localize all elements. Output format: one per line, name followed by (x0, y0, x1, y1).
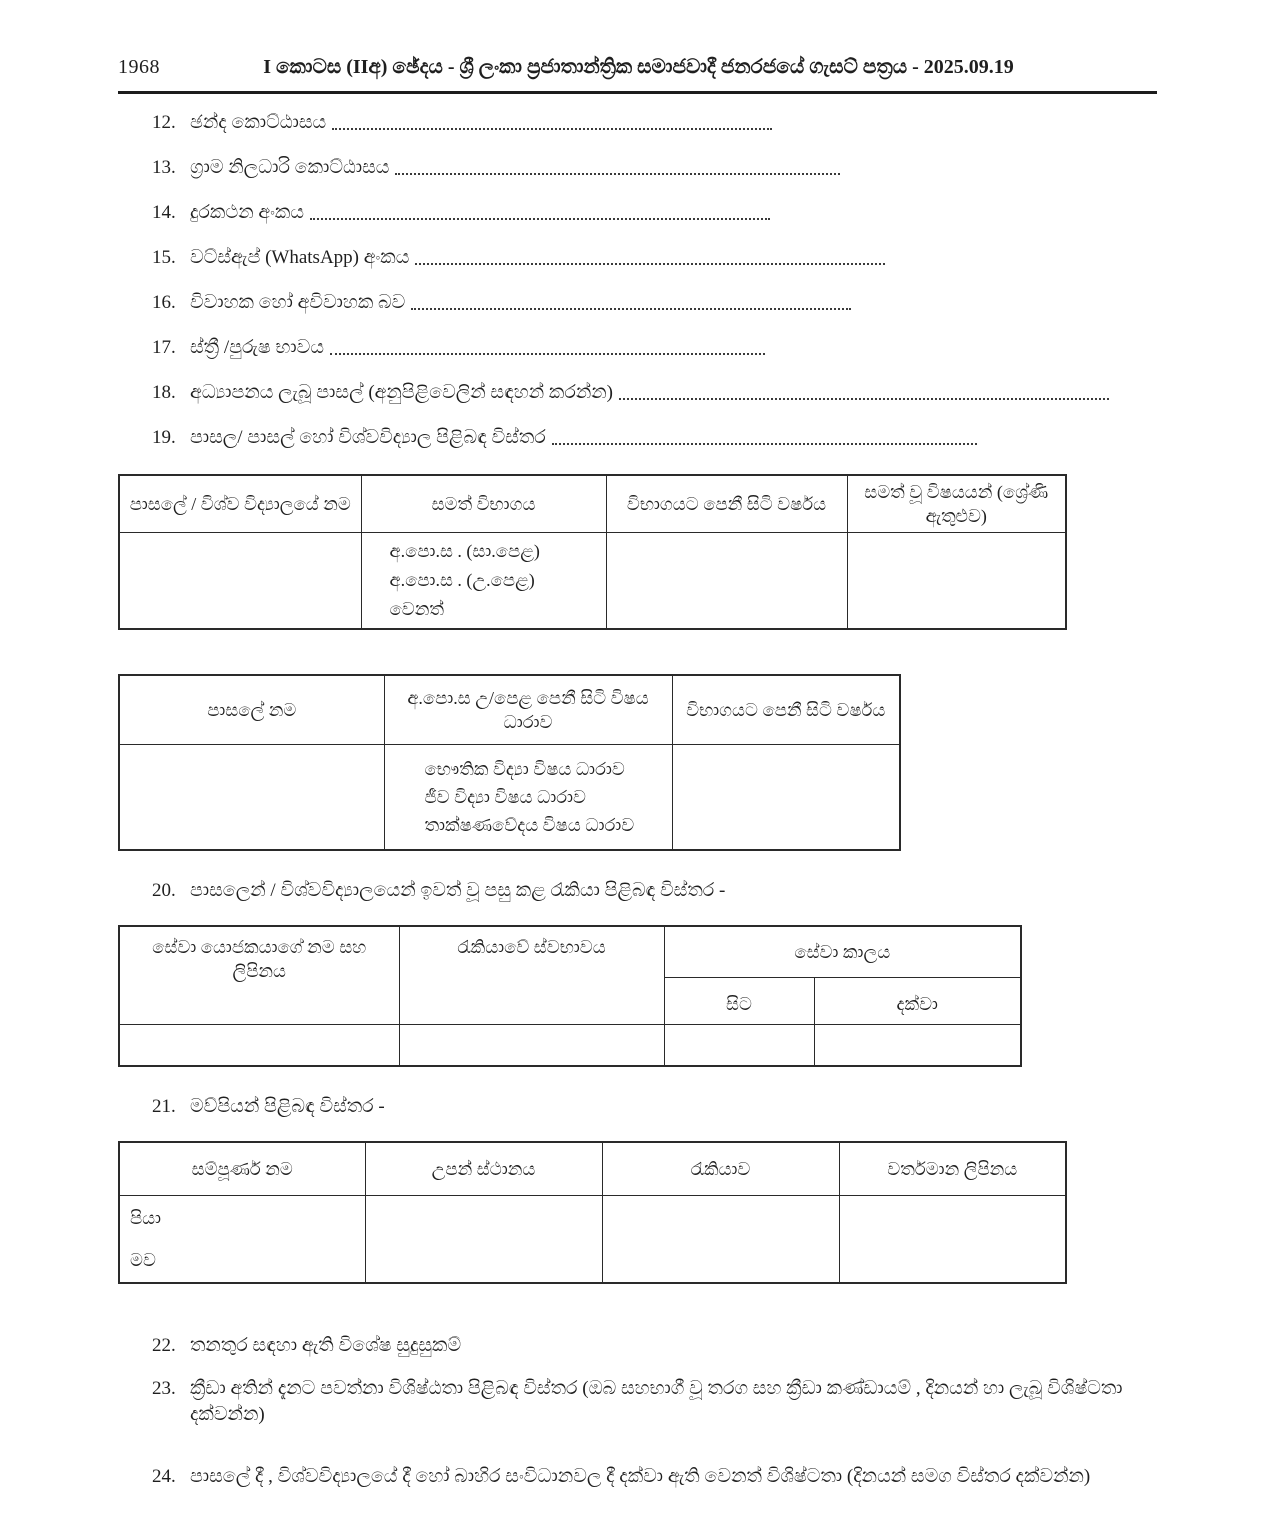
col-school-name: පාසලේ නම (119, 675, 384, 745)
table-row (119, 1025, 1021, 1067)
col-full-name: සම්පූර්ණ නම (119, 1142, 365, 1196)
item-label: වට්ස්ඇප් (WhatsApp) අංකය (190, 247, 410, 268)
table-header-row (119, 675, 900, 745)
item-label: තනතුර සඳහා ඇති විශේෂ සුදුසුකම් (190, 1335, 462, 1356)
table-header-row (119, 1142, 1066, 1196)
item-number: 17. (152, 337, 176, 358)
blank-cell (119, 745, 384, 851)
item-number: 22. (152, 1335, 176, 1356)
item-number: 21. (152, 1096, 176, 1117)
col-birth-place: උපන් ස්ථානය (365, 1142, 602, 1196)
dotted-fill-line (411, 294, 851, 310)
item-number: 24. (152, 1466, 176, 1487)
item-label: පාසල/ පාසල් හෝ විශ්වවිද්‍යාල පිළිබඳ විස්තර (190, 427, 546, 448)
exam-option: අ.පො.ස . (උ.පෙළ) (389, 570, 535, 590)
col-al-stream: අ.පො.ස උ/පෙළ පෙනී සිටි විෂය ධාරාව (384, 675, 672, 745)
col-employer-name-address: සේවා යොජකයාගේ නම සහ ලිපිනය (119, 926, 399, 1025)
blank-cell (606, 533, 847, 630)
form-content (118, 112, 1183, 1490)
form-line-22 (118, 1335, 1183, 1356)
exam-option: වෙනත් (389, 599, 444, 619)
stream-option: භෞතික විද්‍යා විෂය ධාරාව (424, 759, 625, 779)
col-service-from: සිට (664, 978, 814, 1025)
item-label: මව්පියන් පිළිබඳ විස්තර - (190, 1096, 385, 1117)
item-number: 23. (152, 1378, 176, 1399)
col-exam-passed: සමත් විභාගය (361, 475, 606, 533)
item-label: ග්‍රාම නිලධාරි කොට්ඨාසය (190, 157, 390, 178)
form-line-17 (118, 337, 1183, 358)
table-header-row (119, 926, 1021, 978)
blank-cell (672, 745, 900, 851)
gazette-header-title: I කොටස (IIඅ) ඡේදය - ශ්‍රී ලංකා ප්‍රජාතාන්ත්‍රික සමාජවාදී ජනරජයේ ගැසට් පත්‍රය - 2025.09.19 (263, 56, 1014, 78)
exam-options-cell (361, 533, 606, 630)
dotted-fill-line (330, 339, 765, 355)
exam-option: අ.පො.ස . (සා.පෙළ) (389, 541, 540, 561)
blank-cell (664, 1025, 814, 1067)
form-line-21 (118, 1096, 1183, 1117)
col-current-address: වර්තමාන ලිපිනය (839, 1142, 1066, 1196)
col-subjects-passed: සමත් වූ විෂයයන් (ශ්‍රේණි ඇතුළුව) (847, 475, 1066, 533)
dotted-fill-line (552, 429, 977, 445)
blank-cell (119, 533, 361, 630)
item-label: ඡන්ද කොට්ඨාසය (190, 112, 327, 133)
dotted-fill-line (395, 159, 840, 175)
parent-row-mother: මව (130, 1250, 156, 1270)
item-label: දුරකථන අංකය (190, 202, 305, 223)
education-exams-table (118, 474, 1067, 630)
blank-cell (839, 1196, 1066, 1284)
item-label: විවාහක හෝ අවිවාහක බව (190, 292, 406, 313)
item-label: පාසලේ දී , විශ්වවිද්‍යාලයේ දී හෝ බාහිර සංවිධානවල දී දක්වා ඇති වෙනත් විශිෂ්ටතා (දිනයන් සමග විස්තර දක්වන්න) (190, 1466, 1091, 1487)
item-number: 13. (152, 157, 176, 178)
form-line-15 (118, 247, 1183, 268)
al-stream-table (118, 674, 901, 851)
parent-labels-cell (119, 1196, 365, 1284)
form-line-12 (118, 112, 1183, 133)
col-exam-year: විභාගයට පෙනී සිටි වර්ෂය (672, 675, 900, 745)
table-row (119, 533, 1066, 630)
blank-cell (365, 1196, 602, 1284)
item-number: 15. (152, 247, 176, 268)
page-number: 1968 (118, 56, 160, 78)
col-service-to: දක්වා (814, 978, 1021, 1025)
item-number: 19. (152, 427, 176, 448)
dotted-fill-line (619, 384, 1109, 400)
blank-cell (814, 1025, 1021, 1067)
table-header-row (119, 475, 1066, 533)
blank-cell (119, 1025, 399, 1067)
item-number: 14. (152, 202, 176, 223)
blank-cell (399, 1025, 664, 1067)
form-line-20 (118, 880, 1183, 901)
form-line-14 (118, 202, 1183, 223)
stream-option: තාක්ෂණවේදය විෂය ධාරාව (424, 815, 635, 835)
item-number: 20. (152, 880, 176, 901)
item-number: 16. (152, 292, 176, 313)
parent-row-father: පියා (130, 1208, 162, 1228)
item-number: 12. (152, 112, 176, 133)
form-line-24 (118, 1464, 1183, 1490)
dotted-fill-line (415, 249, 885, 265)
gazette-page (0, 56, 1275, 1528)
blank-cell (847, 533, 1066, 630)
employment-table (118, 925, 1022, 1067)
dotted-fill-line (332, 114, 772, 130)
stream-options-cell (384, 745, 672, 851)
blank-cell (602, 1196, 839, 1284)
item-label: අධ්‍යාපනය ලැබූ පාසල් (අනුපිළිවෙලින් සඳහන් කරන්න) (190, 382, 613, 403)
page-header (118, 56, 1157, 94)
table-row (119, 1196, 1066, 1284)
form-line-18 (118, 382, 1183, 403)
col-occupation: රැකියාව (602, 1142, 839, 1196)
item-label: ස්ත්‍රී /පුරුෂ භාවය (190, 337, 325, 358)
parents-table (118, 1141, 1067, 1284)
form-line-16 (118, 292, 1183, 313)
form-line-19 (118, 427, 1183, 448)
col-service-period: සේවා කාලය (664, 926, 1021, 978)
item-label: ක්‍රීඩා අතින් දැනට පවත්නා විශිෂ්ඨතා පිළිබඳ විස්තර (ඔබ සහභාගී වූ තරග සහ ක්‍රීඩා කණ්ඩායම් , දිනයන් හා ලැබූ විශිෂ්ටතා දක්වන්න) (190, 1378, 1123, 1425)
col-exam-year: විභාගයට පෙනී සිටි වර්ෂය (606, 475, 847, 533)
form-line-23 (118, 1376, 1183, 1428)
col-job-nature: රැකියාවේ ස්වභාවය (399, 926, 664, 1025)
stream-option: ජීව විද්‍යා විෂය ධාරාව (424, 787, 586, 807)
item-number: 18. (152, 382, 176, 403)
form-line-13 (118, 157, 1183, 178)
item-label: පාසලෙන් / විශ්වවිද්‍යාලයෙන් ඉවත් වූ පසු කළ රැකියා පිළිබඳ විස්තර - (190, 880, 726, 901)
table-row (119, 745, 900, 851)
col-school-university-name: පාසලේ / විශ්ව විද්‍යාලයේ නම (119, 475, 361, 533)
dotted-fill-line (310, 204, 770, 220)
